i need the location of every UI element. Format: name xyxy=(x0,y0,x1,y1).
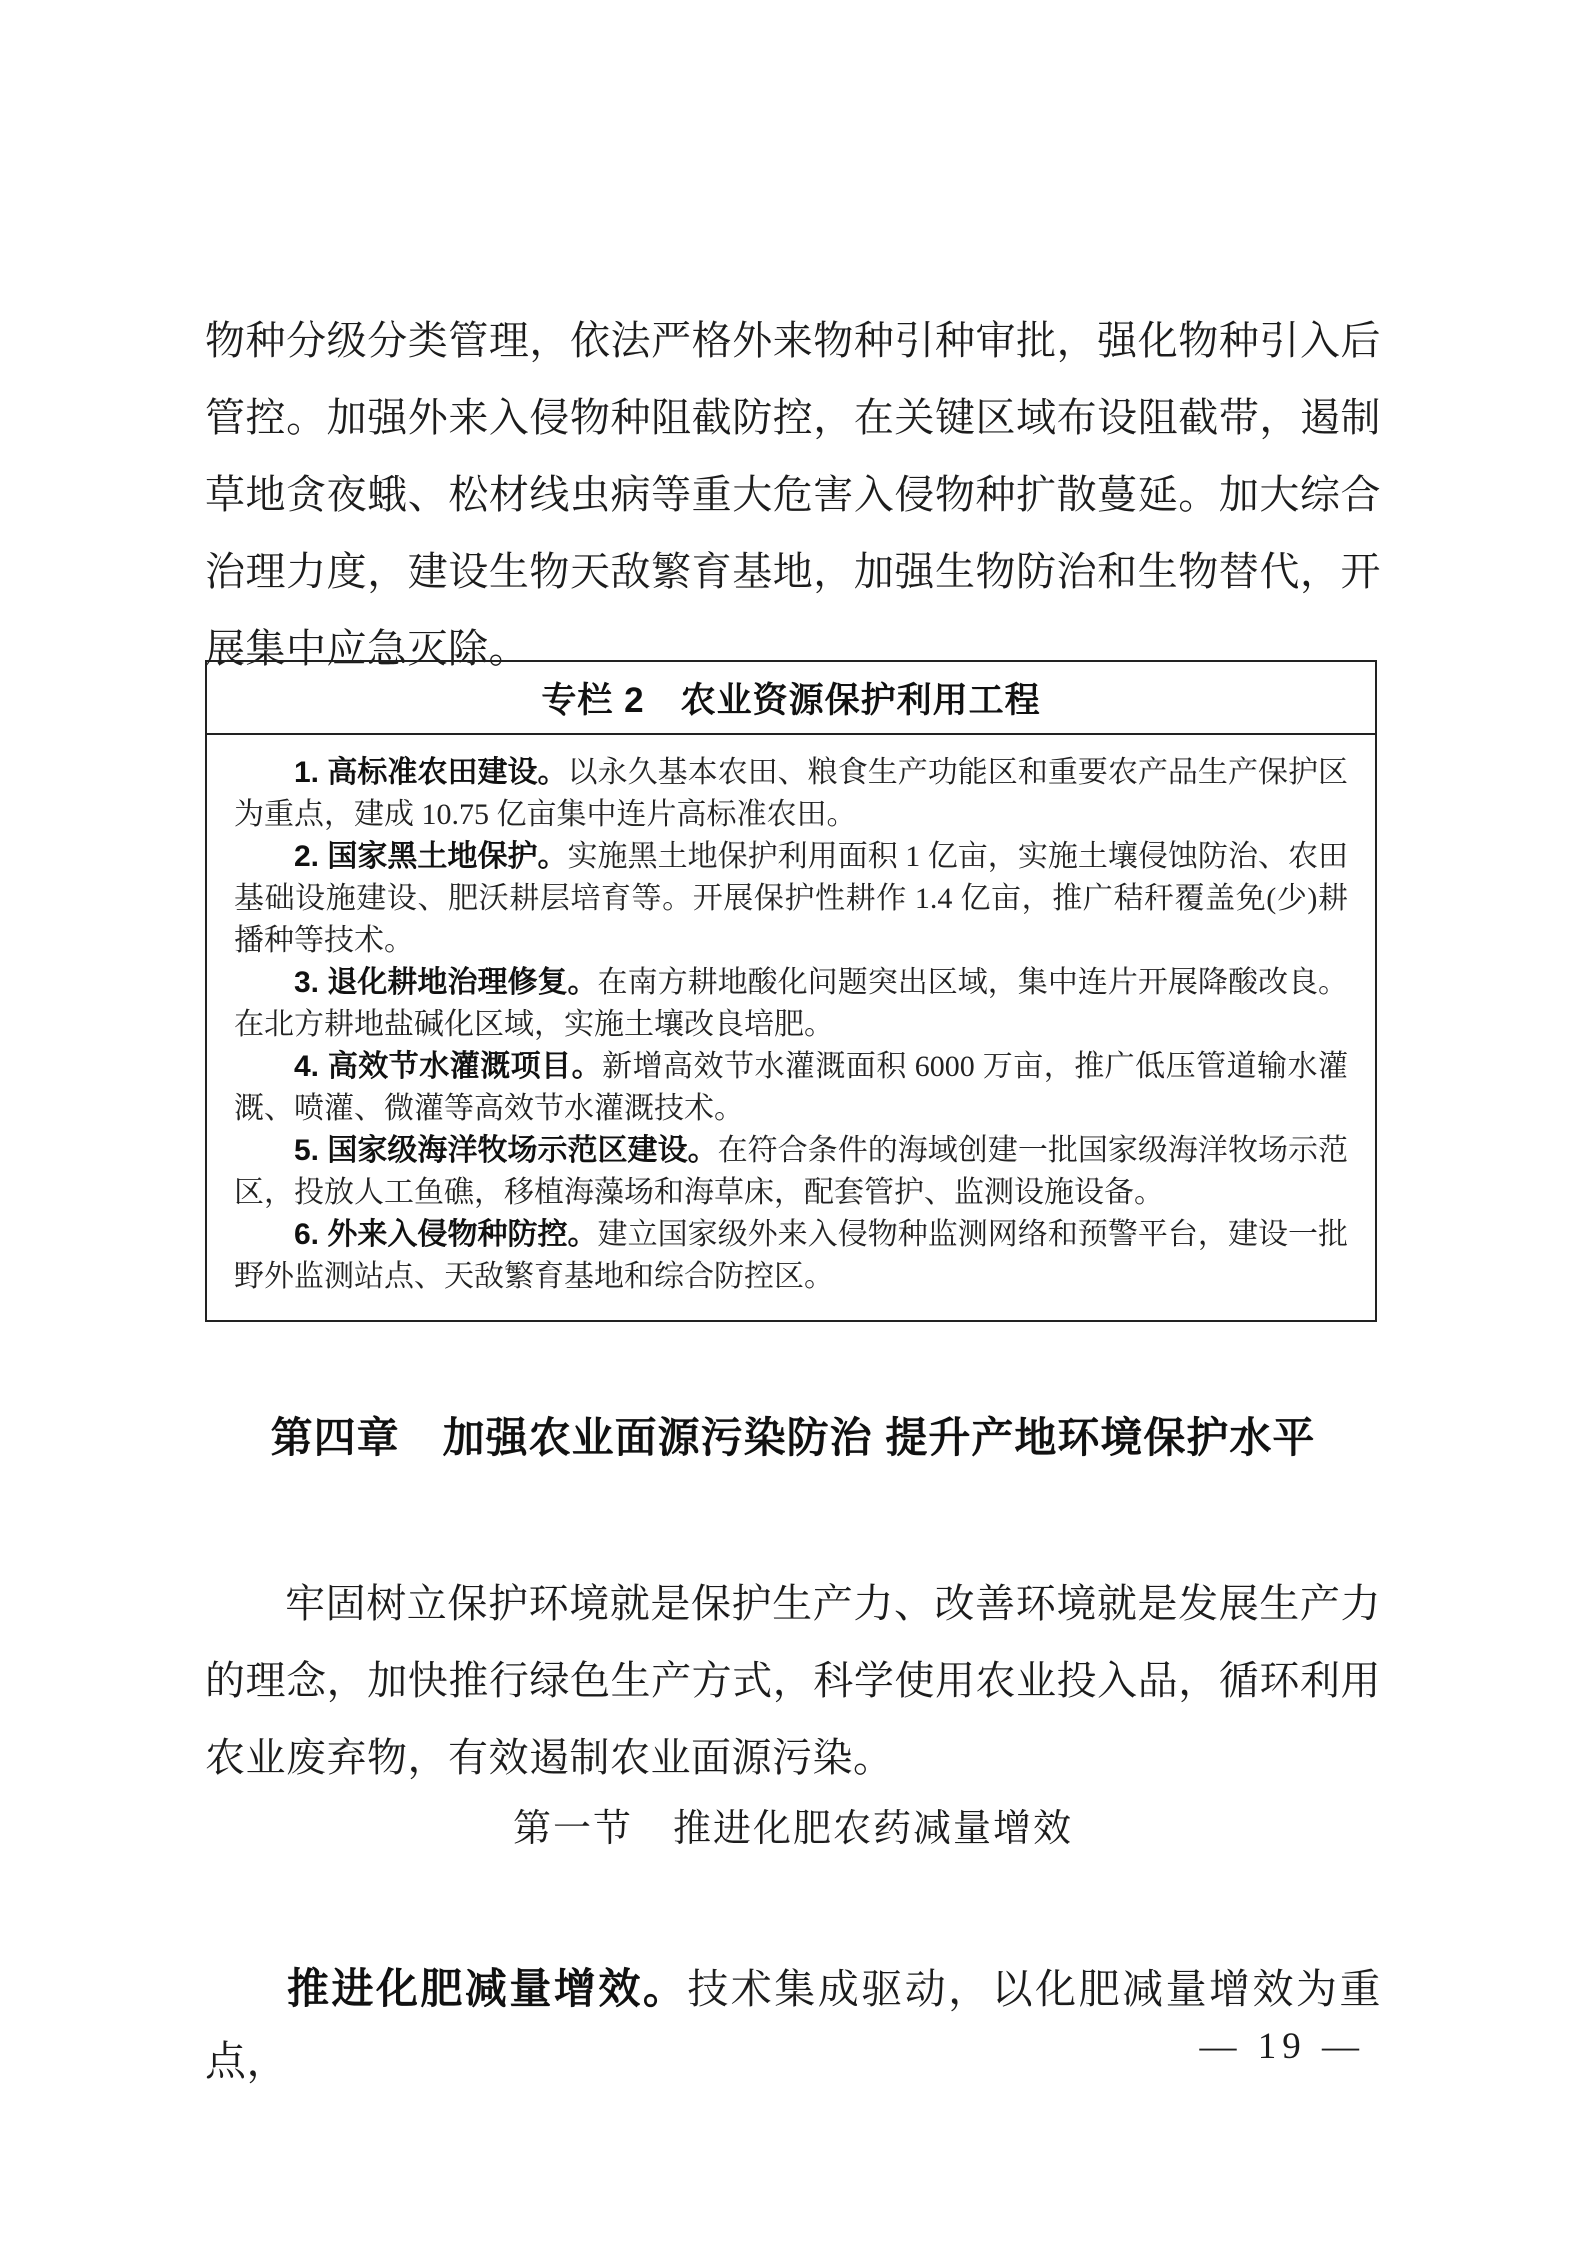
box-item-6-text: 建立国家级外来入侵物种监测网络和预警平台，建设一批野外监测站点、天敌繁育基地和综合防控区。 xyxy=(234,1218,1348,1293)
box-item-3-lead: 3. 退化耕地治理修复。 xyxy=(294,966,598,999)
box-item-4-lead: 4. 高效节水灌溉项目。 xyxy=(294,1050,603,1083)
box-item-5 xyxy=(234,1130,1348,1214)
box-item-3-text: 在南方耕地酸化问题突出区域，集中连片开展降酸改良。在北方耕地盐碱化区域，实施土壤改良培肥。 xyxy=(234,966,1348,1041)
body-paragraph-text: 技术集成驱动，以化肥减量增效为重点， xyxy=(205,1966,1381,2084)
feature-box-body xyxy=(207,735,1375,1308)
page-number: — 19 — xyxy=(1199,2026,1365,2067)
box-item-5-text: 在符合条件的海域创建一批国家级海洋牧场示范区，投放人工鱼礁，移植海藻场和海草床，配套管护、监测设施设备。 xyxy=(234,1134,1349,1209)
box-item-3 xyxy=(234,962,1348,1046)
box-item-1-text: 以永久基本农田、粮食生产功能区和重要农产品生产保护区为重点，建成 10.75 亿亩集中连片高标准农田。 xyxy=(234,756,1349,831)
box-item-5-lead: 5. 国家级海洋牧场示范区建设。 xyxy=(294,1134,718,1167)
box-item-6-lead: 6. 外来入侵物种防控。 xyxy=(294,1218,598,1251)
intro-paragraph: 物种分级分类管理，依法严格外来物种引种审批，强化物种引入后管控。加强外来入侵物种阻截防控，在关键区域布设阻截带，遏制草地贪夜蛾、松材线虫病等重大危害入侵物种扩散蔓延。加大综合治理力度，建设生物天敌繁育基地，加强生物防治和生物替代，开展集中应急灭除。 xyxy=(205,318,1381,671)
body-paragraph-lead: 推进化肥减量增效。 xyxy=(287,1965,688,2012)
chapter-heading: 第四章 加强农业面源污染防治 提升产地环境保护水平 xyxy=(270,1414,1316,1461)
section-heading: 第一节 推进化肥农药减量增效 xyxy=(512,1808,1073,1850)
box-item-4 xyxy=(234,1046,1348,1130)
feature-box xyxy=(205,660,1377,1322)
box-item-1 xyxy=(234,752,1348,836)
box-item-4-text: 新增高效节水灌溉面积 6000 万亩，推广低压管道输水灌溉、喷灌、微灌等高效节水灌溉技术。 xyxy=(234,1050,1348,1125)
box-item-2-lead: 2. 国家黑土地保护。 xyxy=(294,840,568,873)
feature-box-title: 专栏 2 农业资源保护利用工程 xyxy=(207,662,1375,735)
box-item-6 xyxy=(234,1214,1348,1298)
box-item-2 xyxy=(234,836,1348,962)
chapter-intro-paragraph: 牢固树立保护环境就是保护生产力、改善环境就是发展生产力的理念，加快推行绿色生产方式，科学使用农业投入品，循环利用农业废弃物，有效遏制农业面源污染。 xyxy=(205,1581,1381,1780)
box-item-2-text: 实施黑土地保护利用面积 1 亿亩，实施土壤侵蚀防治、农田基础设施建设、肥沃耕层培育等。开展保护性耕作 1.4 亿亩，推广秸秆覆盖免(少)耕播种等技术。 xyxy=(234,840,1349,957)
box-item-1-lead: 1. 高标准农田建设。 xyxy=(294,756,568,789)
